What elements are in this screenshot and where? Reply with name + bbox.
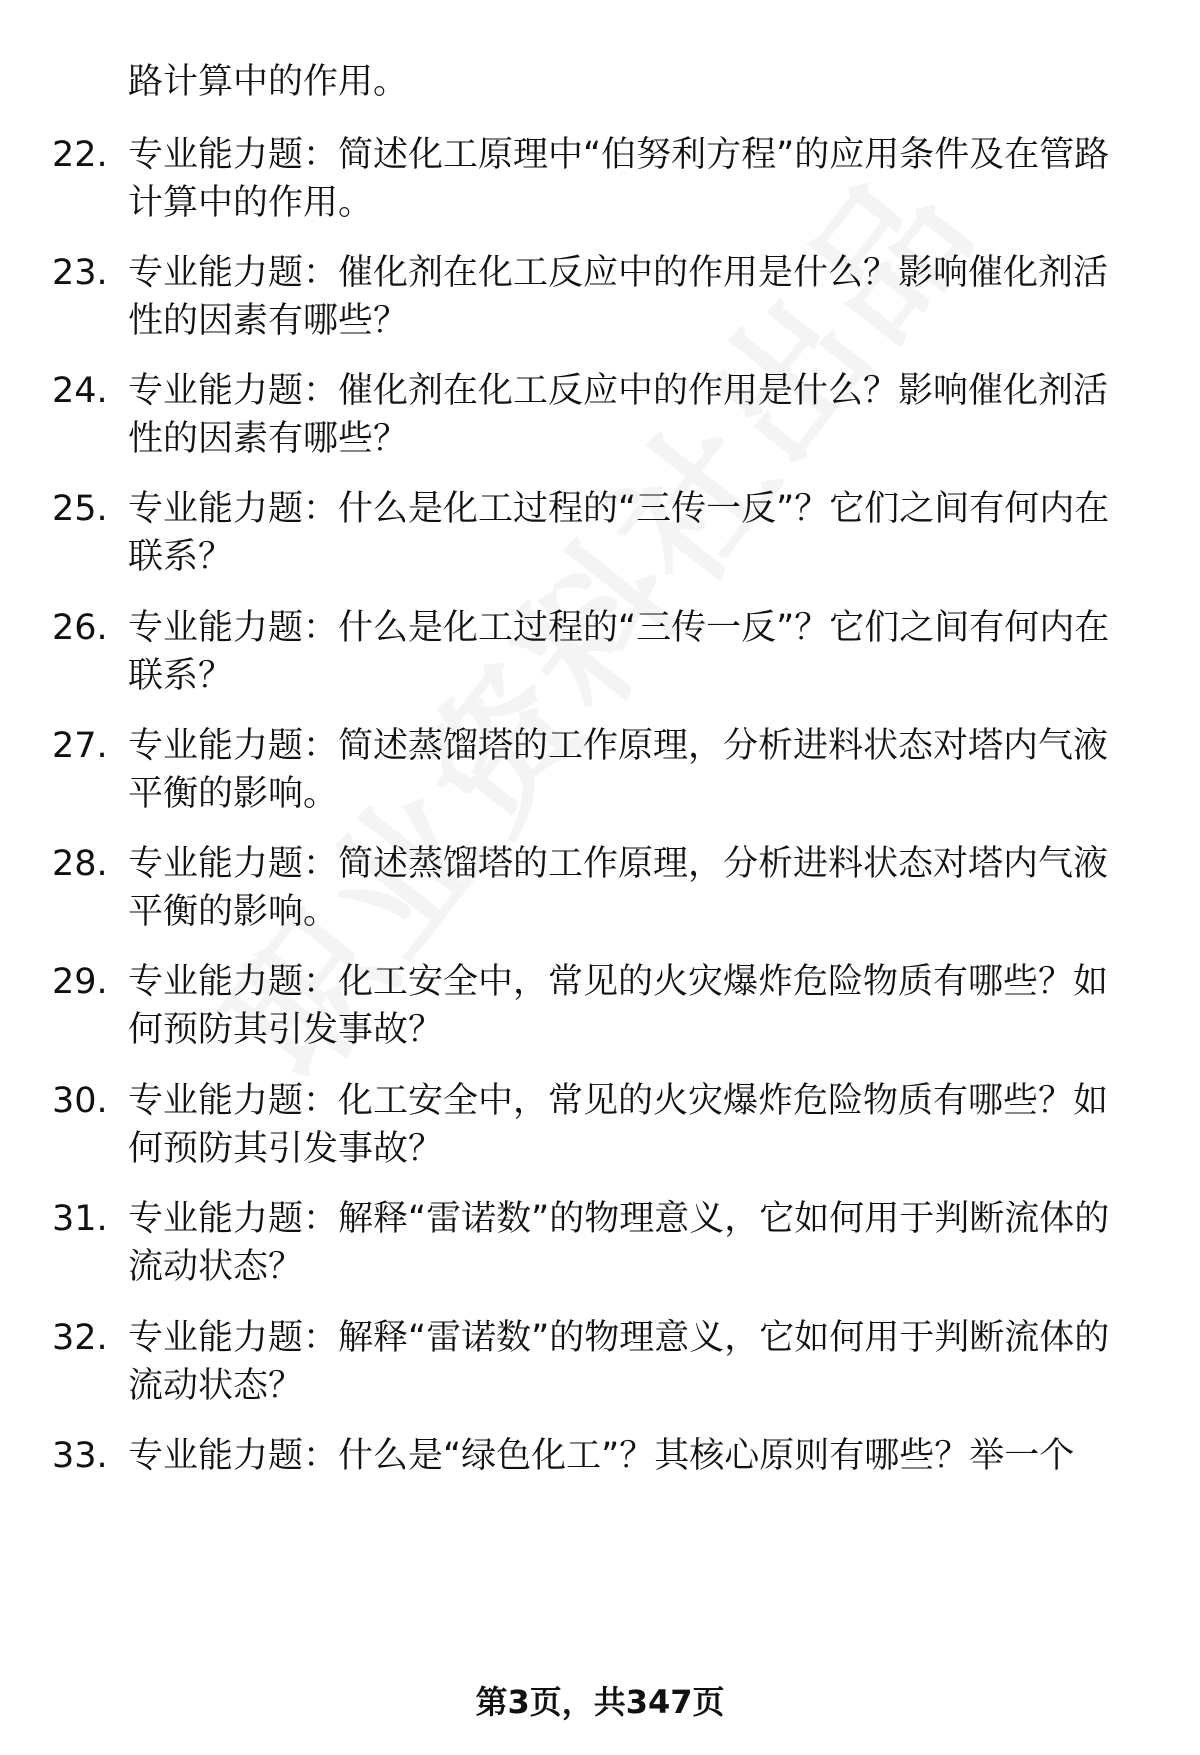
- question-number: 29.: [52, 962, 108, 1002]
- question-number: 33.: [52, 1436, 108, 1476]
- question-number: 31.: [52, 1199, 108, 1239]
- question-text: 专业能力题：化工安全中，常见的火灾爆炸危险物质有哪些？如何预防其引发事故？: [128, 962, 1109, 1050]
- question-text: 专业能力题：什么是“绿色化工”？其核心原则有哪些？举一个: [128, 1436, 1075, 1476]
- list-item: [0, 604, 1200, 704]
- question-text: 专业能力题：催化剂在化工反应中的作用是什么？影响催化剂活性的因素有哪些？: [128, 253, 1109, 341]
- list-item: [0, 840, 1200, 940]
- continued-text: 路计算中的作用。: [128, 62, 409, 102]
- question-text: 专业能力题：化工安全中，常见的火灾爆炸危险物质有哪些？如何预防其引发事故？: [128, 1081, 1109, 1169]
- question-number: 30.: [52, 1081, 108, 1121]
- list-item: [0, 1195, 1200, 1295]
- question-text: 专业能力题：解释“雷诺数”的物理意义，它如何用于判断流体的流动状态？: [128, 1318, 1110, 1406]
- question-number: 32.: [52, 1318, 108, 1358]
- list-item: [0, 722, 1200, 822]
- page-footer: 第3页，共347页: [475, 1683, 725, 1721]
- list-item: [0, 485, 1200, 585]
- question-text: 专业能力题：简述蒸馏塔的工作原理，分析进料状态对塔内气液平衡的影响。: [128, 844, 1109, 932]
- list-item: [0, 1314, 1200, 1414]
- question-text: 专业能力题：简述蒸馏塔的工作原理，分析进料状态对塔内气液平衡的影响。: [128, 726, 1109, 814]
- list-item: [0, 131, 1200, 231]
- list-item: [0, 1077, 1200, 1177]
- question-number: 22.: [52, 135, 108, 175]
- list-item: [0, 1432, 1200, 1532]
- question-text: 专业能力题：什么是化工过程的“三传一反”？它们之间有何内在联系？: [128, 608, 1110, 696]
- question-number: 26.: [52, 608, 108, 648]
- question-text: 专业能力题：催化剂在化工反应中的作用是什么？影响催化剂活性的因素有哪些？: [128, 371, 1109, 459]
- list-item: [0, 249, 1200, 349]
- question-number: 23.: [52, 253, 108, 293]
- question-text: 专业能力题：解释“雷诺数”的物理意义，它如何用于判断流体的流动状态？: [128, 1199, 1110, 1287]
- question-number: 25.: [52, 489, 108, 529]
- question-number: 24.: [52, 371, 108, 411]
- list-item: [0, 367, 1200, 467]
- question-number: 27.: [52, 726, 108, 766]
- question-text: 专业能力题：什么是化工过程的“三传一反”？它们之间有何内在联系？: [128, 489, 1110, 577]
- question-text: 专业能力题：简述化工原理中“伯努利方程”的应用条件及在管路计算中的作用。: [128, 135, 1110, 223]
- question-number: 28.: [52, 844, 108, 884]
- list-item: [0, 958, 1200, 1058]
